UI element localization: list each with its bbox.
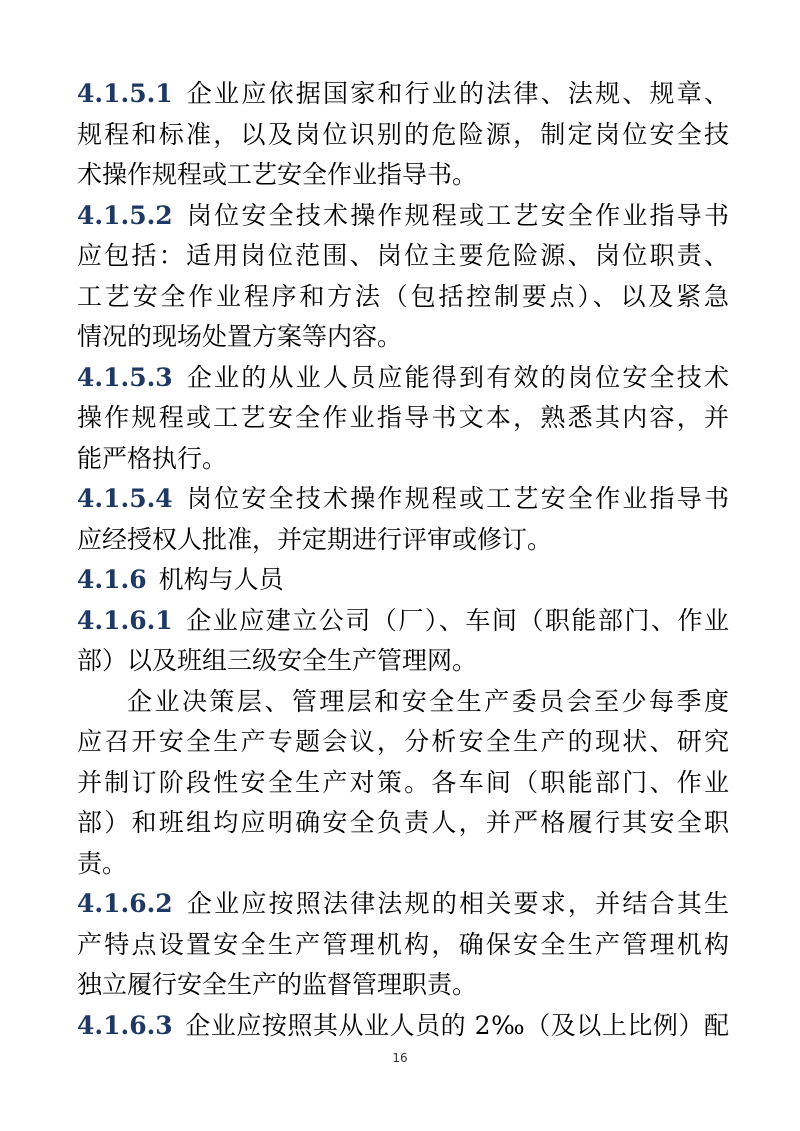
text-line (77, 965, 729, 1006)
line-text: 应包括：适用岗位范围、岗位主要危险源、岗位职责、 (77, 241, 729, 270)
text-line (77, 398, 729, 439)
section-number: 4.1.5.4 (77, 484, 173, 513)
line-text: 术操作规程或工艺安全作业指导书。 (77, 160, 478, 189)
line-text: 部）和班组均应明确安全负责人，并严格履行其安全职 (77, 808, 729, 837)
section-title: 机构与人员 (158, 565, 284, 594)
text-line (77, 722, 729, 763)
line-text: 能严格执行。 (77, 443, 228, 473)
line-text: 岗位安全技术操作规程或工艺安全作业指导书 (184, 484, 729, 513)
text-line (77, 601, 729, 642)
section-number: 4.1.6.2 (77, 889, 173, 918)
line-text: 并制订阶段性安全生产对策。各车间（职能部门、作业 (77, 767, 729, 797)
line-text: 规程和标准，以及岗位识别的危险源，制定岗位安全技 (77, 119, 729, 149)
text-line (77, 641, 729, 682)
text-line (77, 155, 729, 196)
line-text: 企业决策层、管理层和安全生产委员会至少每季度 (127, 686, 729, 716)
section-number: 4.1.5.1 (77, 79, 173, 108)
text-line (77, 115, 729, 156)
page-number: 16 (392, 1051, 408, 1065)
line-text: 企业应按照其从业人员的 2‰（及以上比例）配 (184, 1010, 729, 1040)
line-text: 操作规程或工艺安全作业指导书文本，熟悉其内容，并 (77, 403, 729, 432)
text-line (77, 439, 729, 480)
text-line (77, 1006, 729, 1047)
text-line (77, 479, 729, 520)
text-line (77, 844, 729, 885)
line-text: 企业应按照法律法规的相关要求，并结合其生 (184, 889, 729, 918)
text-line (77, 803, 729, 844)
line-text: 工艺安全作业程序和方法（包括控制要点）、以及紧急 (77, 281, 729, 311)
text-line (77, 682, 729, 723)
line-text: 企业的从业人员应能得到有效的岗位安全技术 (184, 362, 729, 392)
line-text: 应经授权人批准，并定期进行评审或修订。 (77, 524, 553, 554)
text-line (77, 520, 729, 561)
section-number: 4.1.5.2 (77, 200, 173, 230)
text-line (77, 358, 729, 399)
section-number: 4.1.5.3 (77, 362, 173, 392)
section-number: 4.1.6.3 (77, 1010, 173, 1040)
text-line (77, 317, 729, 358)
line-text: 产特点设置安全生产管理机构，确保安全生产管理机构 (77, 929, 729, 959)
text-line (77, 763, 729, 804)
line-text: 企业应依据国家和行业的法律、法规、规章、 (184, 79, 729, 108)
text-line (77, 925, 729, 966)
text-line (77, 884, 729, 925)
document-body (77, 74, 729, 1046)
line-text: 应召开安全生产专题会议，分析安全生产的现状、研究 (77, 727, 729, 756)
text-line (77, 196, 729, 237)
text-line (77, 74, 729, 115)
line-text: 部）以及班组三级安全生产管理网。 (77, 646, 478, 675)
text-line (77, 236, 729, 277)
line-text: 企业应建立公司（厂）、车间（职能部门、作业 (184, 605, 729, 635)
section-number: 4.1.6.1 (77, 605, 173, 635)
line-text: 岗位安全技术操作规程或工艺安全作业指导书 (184, 200, 729, 230)
line-text: 情况的现场处置方案等内容。 (77, 322, 403, 351)
section-number: 4.1.6 (77, 565, 147, 594)
section-heading (77, 560, 729, 601)
line-text: 独立履行安全生产的监督管理职责。 (77, 970, 478, 999)
line-text: 责。 (77, 848, 128, 878)
text-line (77, 277, 729, 318)
